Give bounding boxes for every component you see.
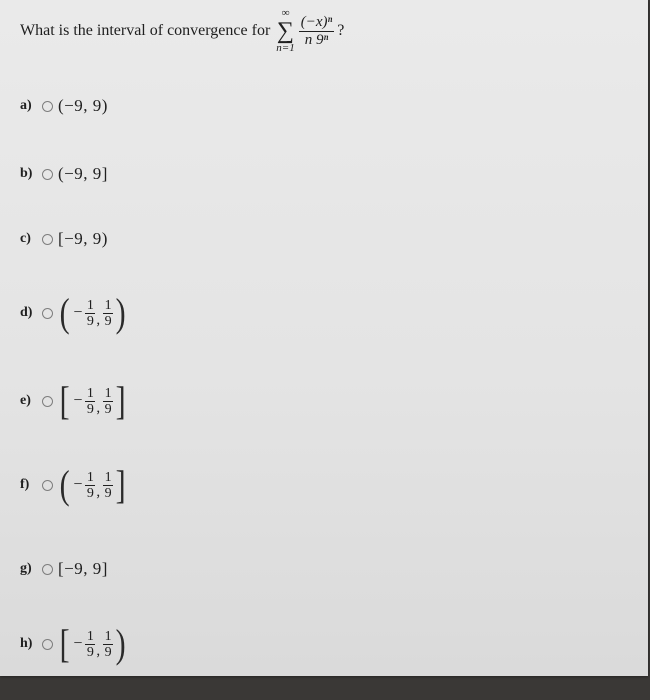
fraction-denominator: 9 — [86, 401, 94, 417]
fraction-numerator: 1 — [104, 628, 112, 644]
fraction-numerator: 1 — [104, 297, 112, 313]
radio-button-f[interactable] — [42, 480, 53, 491]
comma: , — [96, 312, 101, 328]
summation-symbol: ∑ — [276, 18, 295, 44]
option-a[interactable] — [20, 96, 108, 116]
option-letter: f) — [20, 477, 30, 492]
option-letter: e) — [20, 393, 31, 408]
lower-bound-fraction — [85, 386, 95, 417]
fraction-denominator: 9 — [86, 644, 94, 660]
option-interval — [58, 290, 127, 335]
option-h[interactable] — [20, 621, 127, 666]
option-e[interactable] — [20, 378, 127, 423]
right-bracket: ) — [115, 621, 126, 666]
upper-bound-fraction — [103, 470, 113, 501]
summation-lower-limit: n=1 — [276, 42, 295, 54]
upper-bound-fraction — [103, 298, 113, 329]
right-bracket: ) — [115, 290, 126, 335]
radio-button-g[interactable] — [42, 564, 53, 575]
option-letter: a) — [20, 98, 32, 113]
option-f[interactable] — [20, 462, 127, 507]
fraction-denominator: 9 — [104, 644, 112, 660]
comma: , — [96, 643, 101, 659]
lower-bound-fraction — [85, 629, 95, 660]
term-denominator: n 9ⁿ — [304, 31, 329, 48]
comma: , — [96, 400, 101, 416]
option-interval — [58, 462, 127, 507]
option-letter: c) — [20, 231, 31, 246]
option-letter: h) — [20, 636, 33, 651]
left-bracket: [ — [59, 378, 70, 423]
option-letter: b) — [20, 166, 33, 181]
fraction-numerator: 1 — [104, 469, 112, 485]
minus-sign: − — [73, 635, 83, 652]
radio-button-a[interactable] — [42, 101, 53, 112]
fraction-numerator: 1 — [86, 628, 94, 644]
option-c[interactable] — [20, 229, 108, 249]
summation — [276, 8, 294, 54]
question-text: What is the interval of convergence for — [20, 22, 271, 39]
fraction-denominator: 9 — [86, 313, 94, 329]
radio-button-e[interactable] — [42, 396, 53, 407]
right-bracket: ] — [115, 462, 126, 507]
left-bracket: ( — [59, 462, 70, 507]
fraction-denominator: 9 — [104, 313, 112, 329]
fraction-denominator: 9 — [86, 485, 94, 501]
option-interval: [−9, 9] — [58, 559, 108, 578]
minus-sign: − — [73, 392, 83, 409]
fraction-denominator: 9 — [104, 485, 112, 501]
right-bracket: ] — [115, 378, 126, 423]
minus-sign: − — [73, 476, 83, 493]
option-interval: [−9, 9) — [58, 229, 108, 248]
option-g[interactable] — [20, 559, 108, 579]
question-prompt — [20, 4, 344, 58]
fraction-numerator: 1 — [86, 385, 94, 401]
lower-bound-fraction — [85, 470, 95, 501]
comma: , — [96, 484, 101, 500]
radio-button-h[interactable] — [42, 639, 53, 650]
upper-bound-fraction — [103, 386, 113, 417]
fraction-denominator: 9 — [104, 401, 112, 417]
series-term — [299, 14, 335, 49]
option-interval: (−9, 9) — [58, 96, 108, 115]
option-interval: (−9, 9] — [58, 164, 108, 183]
term-numerator: (−x)ⁿ — [300, 13, 333, 30]
option-b[interactable] — [20, 164, 108, 184]
option-interval — [58, 621, 127, 666]
option-letter: g) — [20, 561, 32, 576]
fraction-numerator: 1 — [104, 385, 112, 401]
option-d[interactable] — [20, 290, 127, 335]
option-interval — [58, 378, 127, 423]
radio-button-c[interactable] — [42, 234, 53, 245]
question-mark: ? — [337, 22, 345, 39]
summation-upper-limit: ∞ — [281, 7, 290, 19]
upper-bound-fraction — [103, 629, 113, 660]
radio-button-d[interactable] — [42, 308, 53, 319]
radio-button-b[interactable] — [42, 169, 53, 180]
lower-bound-fraction — [85, 298, 95, 329]
fraction-numerator: 1 — [86, 469, 94, 485]
left-bracket: [ — [59, 621, 70, 666]
option-letter: d) — [20, 305, 33, 320]
fraction-numerator: 1 — [86, 297, 94, 313]
left-bracket: ( — [59, 290, 70, 335]
minus-sign: − — [73, 304, 83, 321]
